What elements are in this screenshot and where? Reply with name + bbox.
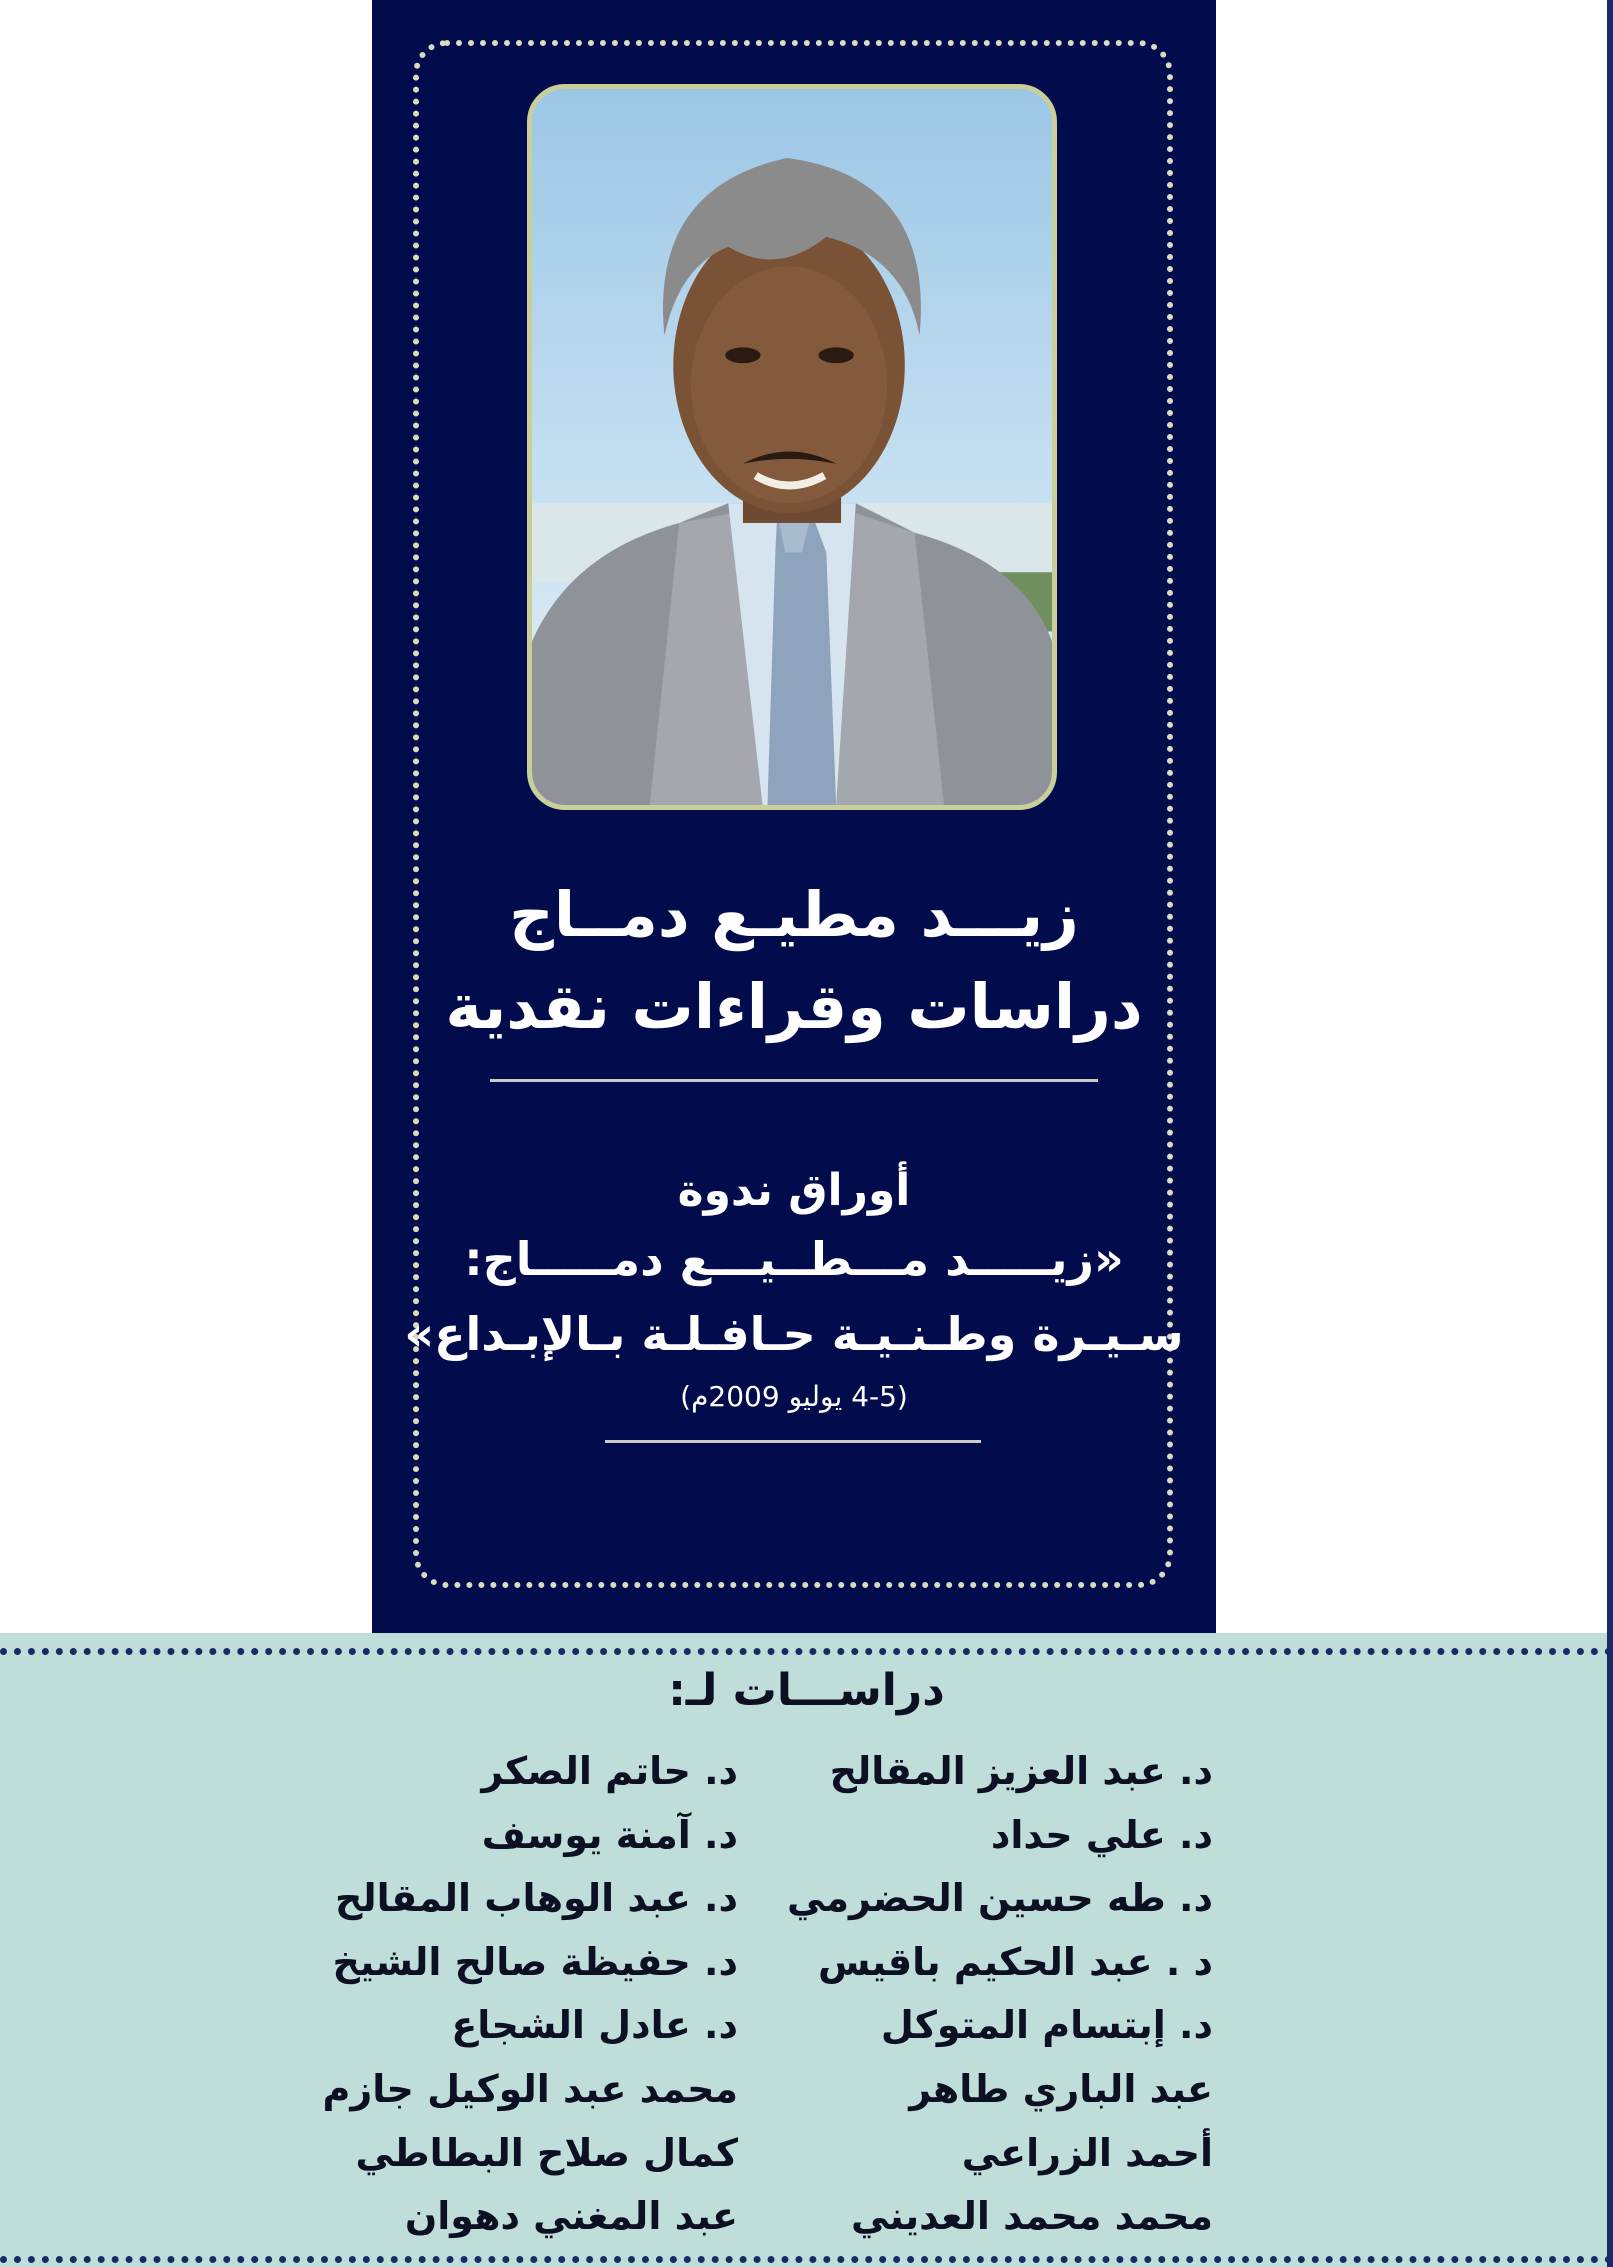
contributor-name: د. حفيظة صالح الشيخ: [332, 1939, 738, 1984]
contributor-name: د. إبتسام المتوكل: [880, 2003, 1213, 2048]
contributors-right-column: [693, 1740, 1213, 2249]
cover-banner: [372, 0, 1216, 1633]
contributor-name: أحمد الزراعي: [961, 2130, 1213, 2175]
contributor-name: د . عبد الحكيم باقيس: [817, 1939, 1213, 1984]
contributor-name: د. طه حسين الحضرمي: [787, 1876, 1213, 1921]
contributor-name: عبد الباري طاهر: [909, 2066, 1213, 2111]
contributor-name: عبد المغني دهوان: [404, 2194, 738, 2239]
contributor-name: د. آمنة يوسف: [481, 1812, 738, 1857]
contributor-name: د. عبد العزيز المقالح: [829, 1749, 1213, 1793]
contributor-name: محمد محمد العديني: [850, 2194, 1213, 2239]
contributor-name: د. عادل الشجاع: [451, 2003, 738, 2048]
contributor-name: كمال صلاح البطاطي: [355, 2130, 738, 2175]
contributor-name: د. عبد الوهاب المقالح: [334, 1876, 738, 1921]
author-portrait-photo: [527, 84, 1057, 810]
symposium-title-line-2: سـيـرة وطـنـيـة حـافـلـة بـالإبـداع»: [404, 1307, 1184, 1361]
symposium-title-line-1: «زيـــــد مـــطــيـــع دمـــــاج:: [464, 1232, 1124, 1286]
panel-bottom-dotted-border: [0, 2256, 1613, 2263]
book-title-line-1: زيـــد مطيـع دمــاج: [509, 878, 1079, 951]
symposium-label: أوراق ندوة: [677, 1165, 911, 1216]
panel-top-dotted-border: [0, 1648, 1613, 1655]
contributors-left-column: [178, 1740, 738, 2249]
title-divider: [490, 1079, 1098, 1082]
contributor-name: د. علي حداد: [990, 1812, 1213, 1857]
contributor-name: د. حاتم الصكر: [481, 1749, 738, 1793]
page-right-edge: [1607, 0, 1613, 2267]
portrait-illustration: [532, 89, 1052, 805]
symposium-date: (4-5 يوليو 2009م): [680, 1380, 908, 1413]
contributor-name: محمد عبد الوكيل جازم: [322, 2066, 738, 2111]
studies-heading: دراســـات لـ:: [668, 1665, 945, 1716]
date-divider: [605, 1440, 981, 1443]
book-title-line-2: دراسات وقراءات نقدية: [445, 970, 1143, 1043]
